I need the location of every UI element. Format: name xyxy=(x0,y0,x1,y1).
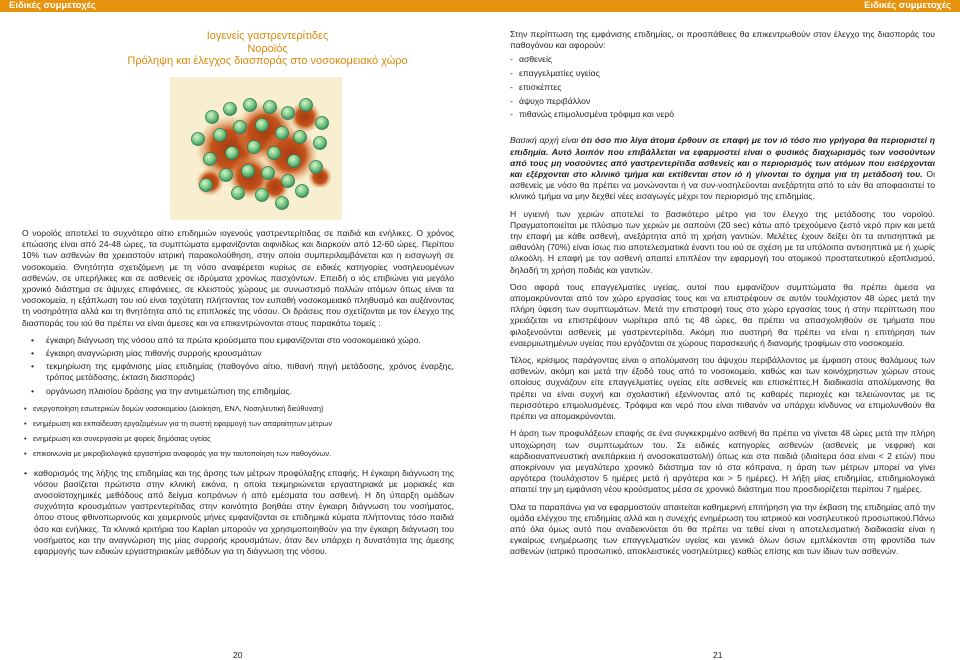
dash-icon: - xyxy=(510,109,513,120)
list-item: - επαγγελματίες υγείας xyxy=(510,68,600,79)
header-label-right: Ειδικές συμμετοχές xyxy=(864,0,951,11)
page-header-left xyxy=(0,0,480,12)
dash-icon: - xyxy=(510,95,513,106)
bullet-icon: • xyxy=(24,449,27,459)
sub-list-item: • επικοινωνία με μικροβιολογικά εργαστήρια αναφοράς για την ταυτοποίηση των παθογόνων. xyxy=(24,449,332,459)
virus-particle xyxy=(244,99,257,112)
virus-particle xyxy=(264,101,277,114)
body-paragraph: Όλα τα παραπάνω για να εφαρμοστούν απαιτείται καθημερινή επιτήρηση για την έκβαση της επιδημίας από την ομάδα ελέγχου της επιδημίας αλλά και η συνεχής ενημέρωση του ιατρικού και νοσηλευτικού προσωπικού.Πάνω από όλα όμως αυτό που αναδεικνύεται ότι θα πρέπει να τεθεί είναι η αποτελεσματική διαδικασία είναι η εγκαίρως ενημέρωσης των επαγγελματιών υγείας και γενικά όλων όσων εμπλέκονται στη φροντίδα των ασθενών (ιατρικό προσωπικό, αποκλειστικές νοσηλεύτριες) καθώς επίσης και των ίδιων των ασθενών. xyxy=(510,501,935,557)
list-item: - άψυχο περιβάλλον xyxy=(510,95,591,106)
virus-particle xyxy=(276,197,289,210)
article-title-line: Ιογενείς γαστρεντερίτιδες xyxy=(206,30,329,42)
body-paragraph: Η άρση των προφυλάξεων επαφής σε ένα συγκεκριμένο ασθενή θα πρέπει να γίνεται 48 ώρες μετά την πλήρη υποχώρηση των συμπτωμάτων του. Σε ειδικές κατηγορίες ασθενών (ασθενείς με νεφρική και καρδιοαναπνευστική ανεπάρκεια ή ανοσοκαταστολή) όπως και στα παιδιά (ιδιαίτερα όσα είναι < 2 ετών) που αποκρίνουν για μεγαλύτερο χρονικό διάστημα τον ιό στα κόπρανα, η άρση των μέτρων μπορεί να γίνει αργότερα (τουλάχιστον 5 ημέρες μετά ή αργότερα και > 5 ημέρες). Η λήξη μίας επιδημίας, επιδημιολογικά απαιτεί την μη εμφάνιση νέου κρούσματος μέσα σε χρονικό διάστημα που προσδιορίζεται περίπου 7 ημέρες. xyxy=(510,428,935,495)
virus-particle xyxy=(234,121,247,134)
bullet-icon: • xyxy=(24,434,27,444)
list-item: • έγκαιρη αναγνώριση μίας πιθανής συρροής κρουσμάτων xyxy=(31,348,262,359)
virus-particle xyxy=(242,165,255,178)
virus-particle xyxy=(214,129,227,142)
bullet-icon: • xyxy=(31,361,35,372)
right-column-text xyxy=(510,29,935,564)
article-title-line: Νοροϊός xyxy=(247,42,288,55)
body-paragraph: Τέλος, κρίσιμος παράγοντας είναι ο απολύμανση του άψυχου περιβάλλοντος με έμφαση στους θαλάμους των ασθενών, ακόμη και μετά την έξοδό τους από το νοσοκομείο, καθώς και των κοινόχρηστων χώρων στους οποίους συχνάζουν είτε επαγγελματίες υγείας είτε ασθενείς και επισκέπτες.Η διαδικασία απολύμανσης θα πρέπει να είναι συχνή και σχολαστική εξενίνοντας από τις καθαρές περιοχές και τελειώνοντας με τις περισσότερο επιμολυσμένες. Τρόφιμα και νερό που είναι πιθανόν να υπάρχει κίνδυνος να επιμολυνθούν θα πρέπει να απομακρύνονται. xyxy=(510,355,935,422)
virus-particle xyxy=(192,133,205,146)
virus-particle xyxy=(296,185,309,198)
dash-icon: - xyxy=(510,54,513,65)
virus-particle xyxy=(232,187,245,200)
body-paragraph: Η υγιεινή των χεριών αποτελεί το βασικότερο μέτρο για τον έλεγχο της μετάδοσης του νοροϊού. Πραγματοποιείται με πλύσιμο των χεριών με σαπούνι (20 sec) κάτω από τρεχούμενο ζεστό νερό πριν και μετά την επαφή με κάθε ασθενή, ανεξάρτητα από τη χρήση γαντιών. Μελέτες έχουν δείξει ότι τα αντισηπτικά με αιθανόλη (70%) είναι ίσως πιο αποτελεσματικά έναντι του ιού σε σχέση με τα υπόλοιπα αντισηπτικά με ή χωρίς αλκοόλη. Η επαφή με τον ασθενή απαιτεί επιπλέον την εφαρμογή του ατομικού προστατευτικού εξοπλισμού, δηλαδή τη χρήση ποδιάς και γαντιών. xyxy=(510,208,935,275)
sub-list-item: • ενημέρωση και συνεργασία με φορείς δημόσιας υγείας xyxy=(24,434,211,444)
virus-particle xyxy=(200,179,213,192)
dash-icon: - xyxy=(510,81,513,92)
bullet-icon: • xyxy=(31,334,35,345)
virus-particle xyxy=(256,119,269,132)
list-item: • τεκμηρίωση της εμφάνισης μίας επιδημίας (παθογόνο αίτιο, πιθανή πηγή μετάδοσης, χρόνος έναρξης, τρόπος μετάδοσης, έκταση διασποράς) xyxy=(31,361,454,383)
sub-list-item: • ενεργοποίηση εσωτερικών δομών νοσοκομείου (Διοίκηση, ΕΝΛ, Νοσηλευτική διεύθυνση) xyxy=(24,403,324,413)
virus-particle xyxy=(282,107,295,120)
virus-particle xyxy=(204,153,217,166)
body-paragraph: Όσο αφορά τους επαγγελματίες υγείας, αυτοί που εμφανίζουν συμπτώματα θα πρέπει άμεσα να απομακρύνονται από τον χώρο εργασίας τους και να επιστρέφουν σε αυτόν τουλάχιστον 48 ώρες μετά την πλήρη ύφεση των συμπτωμάτων. Μετά την επιστροφή τους στο χώρο εργασίας τους ή στην περίπτωση που χρειάζεται να επιστρέψουν νωρίτερα από τις 48 ώρες, θα πρέπει να απασχοληθούν σε τμήματα που φιλοξενούνται ασθενείς με γαστρεντερίτιδα. Ακόμη πιο αυστηρή θα πρέπει να είναι η επιτήρηση των εναερμιωτημένων υγείας που εργάζονται σε χώρους παρασκευής ή διανομής τροφίμων στο νοσοκομείο. xyxy=(510,281,935,348)
bullet-icon: • xyxy=(31,348,35,359)
bullet-icon: • xyxy=(31,385,35,396)
list-item: - ασθενείς xyxy=(510,54,553,65)
virus-particle xyxy=(262,167,275,180)
right-page xyxy=(480,0,960,660)
intro-paragraph: Στην περίπτωση της εμφάνισης επιδημίας, οι προσπάθειες θα επικεντρωθούν στον έλεγχο της διασποράς του παθογόνου και αφορούν: xyxy=(510,29,935,51)
header-label-left: Ειδικές συμμετοχές xyxy=(9,0,96,11)
list-item: • έγκαιρη διάγνωση της νόσου από τα πρώτα κρούσματα που εμφανίζονται στο νοσοκομειακό χώρο. xyxy=(31,334,421,345)
bullet-icon: • xyxy=(24,403,27,413)
norovirus-micrograph xyxy=(170,77,342,220)
virus-particle xyxy=(268,147,281,160)
list-item: • οργάνωση πλαισίου δράσης για την αντιμετώπιση της επιδημίας. xyxy=(31,385,292,396)
virus-particle xyxy=(248,141,261,154)
dash-icon: - xyxy=(510,68,513,79)
intro-paragraph: Ο νοροϊός αποτελεί το συχνότερο αίτιο επιδημιών ιογενούς γαστρεντερίτιδας σε παιδιά και ενήλικες. Ο χρόνος επώασης είναι από 24-48 ώρες, τα συμπτώματα εμφανίζονται αιφνιδίως και διαρκούν από 12-60 ώρες. Περίπου 10% των ασθενών θα χρειαστούν ιατρική παρακολούθηση, στην οποία συμπεριλαμβάνεται και η εισαγωγή σε νοσοκομείο. Θνητότητα σχετιζόμενη με τη νόσο αναφέρεται κυρίως σε ειδικές κατηγορίες νοσηλευομένων ασθενών, σε υπερήλικες και σε ασθενείς σε ιδρύματα χρονίως πασχόντων. Επειδή ο ιός επιβιώνει για μεγάλο χρονικό διάστημα σε άψυχες επιφάνειες, σε κλειστούς χώρους με συνωστισμό πολλών ατόμων όπως είναι τα νοσοκομεία, η εξάπλωση του ιού είναι ταχύτατη πλήττοντας τον ευπαθή νοσοκομειακό πληθυσμό και αυξάνοντας τη νοσηρότητα αλλά και τη θνητότητα από τις επιπλοκές της νόσου. Οι δράσεις που σχετίζονται με τον έλεγχο της διασποράς του ιού θα πρέπει να είναι άμεσες και να επικεντρώνονται στους παρακάτω τομείς : xyxy=(22,228,454,328)
virus-particle xyxy=(256,189,269,202)
sub-list-item: • ενημέρωση και εκπαίδευση εργαζομένων για τη σωστή εφαρμογή των απαραίτητων μέτρων xyxy=(24,419,333,429)
list-item: - επισκέπτες xyxy=(510,81,562,92)
virus-particle xyxy=(224,103,237,116)
left-column-text xyxy=(22,228,454,559)
page-number-right: 21 xyxy=(713,650,723,660)
virus-particle xyxy=(294,131,307,144)
virus-particle xyxy=(310,161,323,174)
page-header-right xyxy=(480,0,960,12)
virus-particle xyxy=(226,147,239,160)
principle-paragraph: Βασική αρχή είναι ότι όσο πιο λίγα άτομα έρθουν σε επαφή με τον ιό τόσο πιο γρήγορα θα περιοριστεί η επιδημία. Αυτό λοιπόν που επιβάλλεται να εφαρμοστεί είναι ο φυσικός διαχωρισμός των νοσούντων από τους μη νοσούντες από γαστρεντερίτιδα ασθενείς και ο περιορισμός των ατόμων που εισέρχονται και εξέρχονται στο κλινικό τμήμα και εκτίθενται στον ιό ή γίνονται το όχημα για τη μετάδοσή του. Οι ασθενείς με νόσο θα πρέπει να μονώνονται ή να συν-νοσηλεύονται ανεξάρτητα από το εάν θα αποφασιστεί το κλινικό τμήμα να μην δεχθεί νέες εισαγωγές μέχρι τον περιορισμό της επιδημίας. xyxy=(510,135,936,202)
virus-particle xyxy=(282,175,295,188)
virus-particle xyxy=(300,99,313,112)
bullet-icon: • xyxy=(24,467,28,478)
article-title-line: Πρόληψη και έλεγχος διασποράς στο νοσοκομειακό χώρο xyxy=(127,55,408,67)
virus-particle xyxy=(276,127,289,140)
list-item: • καθορισμός της λήξης της επιδημίας και της άρσης των μέτρων προφύλαξης επαφής. Η έγκαιρη διάγνωση της νόσου βασίζεται πρώτιστα στην κλινική εικόνα, η οποία τεκμηριώνεται εργαστηριακά με μοριακές και ανοσοϊστοχημικές μεθόδους από δείγμα κοπράνων ή από εμέσματα του ασθενή. Η δη ύπαρξη ομάδων συχνότητα κρουσμάτων γαστρεντερίτιδας στην κοινότητα βοηθάει στην έγκαιρη διάγνωση του νοσήματος, όπου στους φθινοπωρινούς και χειμερινούς μήνες εμφανίζονται σε επιδημικά κύματα πλήττοντας τόσο παιδιά όσο και ενήλικες. Τα κλινικά κριτήρια του Kaplan μπορούν να χρησιμοποιηθούν για την έγκαιρη διάγνωση του νοσήματος και την αναγνώριση της μίας συρροής κρουσμάτων, όταν δεν υπάρχει η δυνατότητα της άμεσης εφαρμογής των ειδικών εργαστηριακών μεθόδων για τη διάγνωση της νόσου. xyxy=(24,467,454,557)
virus-particle xyxy=(316,117,329,130)
virus-particle xyxy=(314,137,327,150)
virus-particle xyxy=(288,155,301,168)
virus-particle xyxy=(206,111,219,124)
page-number-left: 20 xyxy=(233,650,243,660)
bullet-icon: • xyxy=(24,419,27,429)
list-item: - πιθανώς επιμολυσμένα τρόφιμα και νερό xyxy=(510,109,674,120)
virus-particle xyxy=(220,169,233,182)
article-title-block xyxy=(120,30,415,68)
